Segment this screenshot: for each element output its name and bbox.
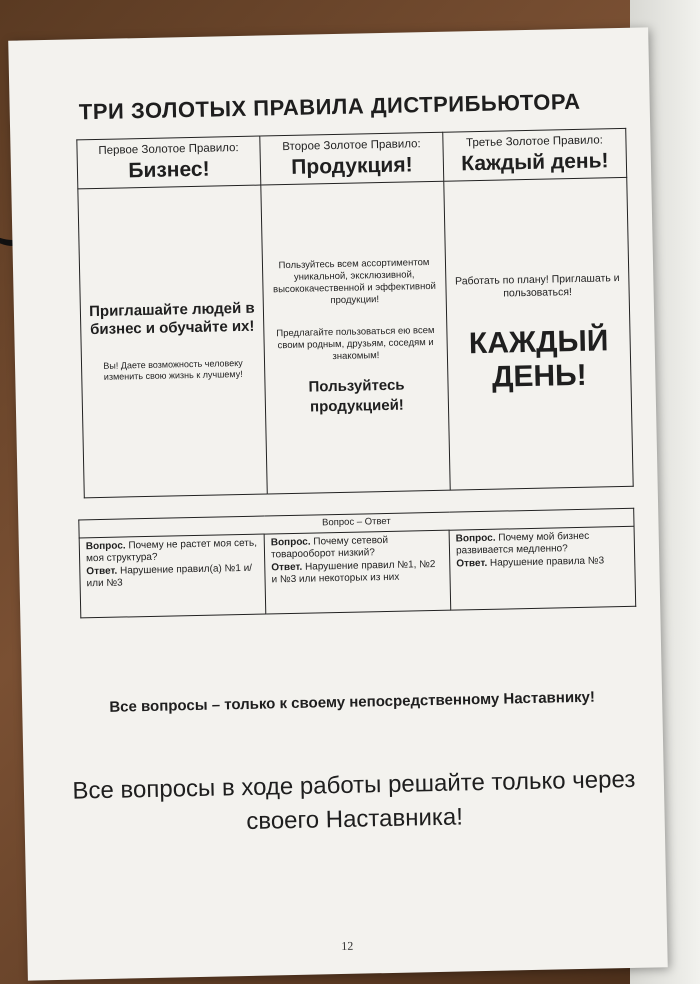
qa-3-question-label: Вопрос. <box>455 532 496 545</box>
rule-1-header <box>77 136 261 189</box>
rules-body-row <box>78 177 633 497</box>
qa-item-2 <box>264 530 451 614</box>
rule-3-body <box>444 177 633 490</box>
rule-3-big-text: КАЖДЫЙ ДЕНЬ! <box>468 324 609 394</box>
rule-1-name: Бизнес! <box>128 157 210 183</box>
qa-1-question-label: Вопрос. <box>85 539 126 552</box>
qa-item-3 <box>449 526 636 610</box>
qa-1-question: Почему не растет моя сеть, моя структура? <box>85 537 258 565</box>
qa-header: Вопрос – Ответ <box>79 508 634 537</box>
qa-item-1 <box>79 534 266 618</box>
qa-3-answer-label: Ответ. <box>456 557 488 570</box>
rule-2-text-2: Предлагайте пользоваться ею всем своим родным, друзьям, соседям и знакомым! <box>276 324 435 363</box>
rule-3-label: Третье Золотое Правило: <box>465 134 603 150</box>
rule-3-header <box>443 128 627 181</box>
qa-2-question: Почему сетевой товарооборот низкий? <box>270 534 389 561</box>
page-title: ТРИ ЗОЛОТЫХ ПРАВИЛА ДИСТРИБЬЮТОРА <box>78 88 581 125</box>
mentor-note: Все вопросы – только к своему непосредственному Наставнику! <box>109 688 596 716</box>
rule-2-name: Продукция! <box>291 153 413 179</box>
document-page <box>8 27 668 980</box>
rule-2-bold-text: Пользуйтесь продукцией! <box>308 376 405 416</box>
rule-1-sub-text: Вы! Даете возможность человеку изменить свою жизнь к лучшему! <box>103 357 243 382</box>
qa-row <box>79 526 636 618</box>
qa-3-answer: Нарушение правила №3 <box>489 554 605 569</box>
rules-table <box>76 128 633 498</box>
rule-3-name: Каждый день! <box>461 149 609 176</box>
qa-table <box>78 508 636 618</box>
rule-1-main-text: Приглашайте людей в бизнес и обучайте их! <box>89 299 255 339</box>
qa-2-answer-label: Ответ. <box>271 561 303 573</box>
page-number: 12 <box>341 938 354 954</box>
rule-2-body <box>261 181 450 494</box>
rule-2-text-1: Пользуйтесь всем ассортиментом уникальной, эксклюзивной, высококачественной и эффективной продукции! <box>272 257 436 307</box>
qa-1-answer-label: Ответ. <box>86 565 118 577</box>
rule-1-body <box>78 185 267 498</box>
qa-2-question-label: Вопрос. <box>270 536 311 548</box>
rule-2-label: Второе Золотое Правило: <box>282 138 421 154</box>
qa-3-question: Почему мой бизнес развивается медленно? <box>455 530 590 557</box>
rule-1-label: Первое Золотое Правило: <box>98 142 239 157</box>
mentor-advice: Все вопросы в ходе работы решайте только через своего Наставника! <box>72 765 636 835</box>
rule-2-header <box>260 132 444 185</box>
qa-1-answer: Нарушение правил(а) №1 и/или №3 <box>86 562 253 590</box>
rule-3-small-text: Работать по плану! Приглашать и пользоваться! <box>454 272 620 300</box>
qa-2-answer: Нарушение правил №1, №2 и №3 или некоторых из них <box>271 558 436 586</box>
